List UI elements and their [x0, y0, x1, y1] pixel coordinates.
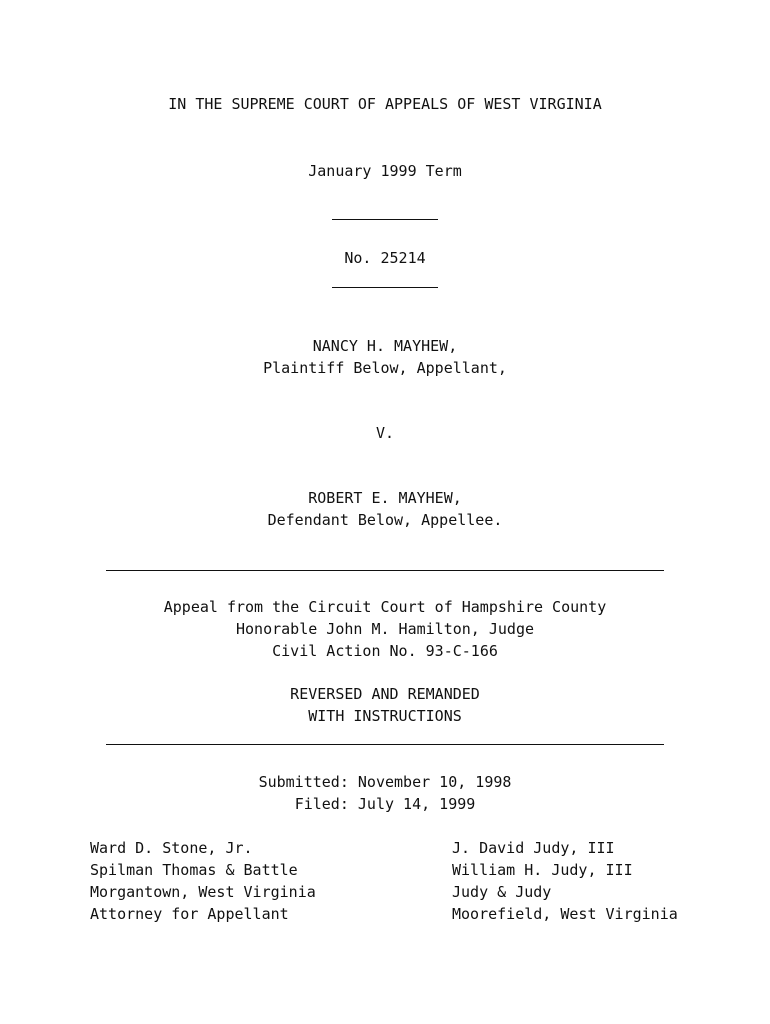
counsel-left-line: Morgantown, West Virginia — [90, 883, 316, 901]
counsel-right-line: Moorefield, West Virginia — [452, 905, 678, 923]
judge: Honorable John M. Hamilton, Judge — [235, 620, 534, 638]
counsel-appellant — [90, 837, 316, 925]
appeal-origin: Appeal from the Circuit Court of Hampshire County — [163, 598, 607, 616]
disposition-line-2: WITH INSTRUCTIONS — [308, 707, 462, 725]
counsel-appellee — [452, 837, 678, 925]
plaintiff-role: Plaintiff Below, Appellant, — [263, 359, 507, 377]
term: January 1999 Term — [308, 162, 462, 180]
filed-date: Filed: July 14, 1999 — [294, 795, 476, 813]
counsel-left-line: Ward D. Stone, Jr. — [90, 839, 253, 857]
divider-long-bottom — [106, 744, 664, 745]
versus: V. — [375, 424, 395, 442]
case-number: No. 25214 — [344, 249, 426, 267]
counsel-left-line: Attorney for Appellant — [90, 905, 289, 923]
divider-short-bottom — [332, 287, 438, 288]
counsel-right-line: J. David Judy, III — [452, 839, 615, 857]
divider-short-top — [332, 219, 438, 220]
plaintiff-name: NANCY H. MAYHEW, — [312, 337, 458, 355]
counsel-right-line: William H. Judy, III — [452, 861, 633, 879]
counsel-left-line: Spilman Thomas & Battle — [90, 861, 298, 879]
civil-action-number: Civil Action No. 93-C-166 — [272, 642, 498, 660]
submitted-date: Submitted: November 10, 1998 — [258, 773, 512, 791]
defendant-role: Defendant Below, Appellee. — [267, 511, 503, 529]
counsel-right-line: Judy & Judy — [452, 883, 552, 901]
disposition-line-1: REVERSED AND REMANDED — [290, 685, 480, 703]
court-title: IN THE SUPREME COURT OF APPEALS OF WEST VIRGINIA — [168, 95, 602, 113]
divider-long-top — [106, 570, 664, 571]
defendant-name: ROBERT E. MAYHEW, — [308, 489, 462, 507]
